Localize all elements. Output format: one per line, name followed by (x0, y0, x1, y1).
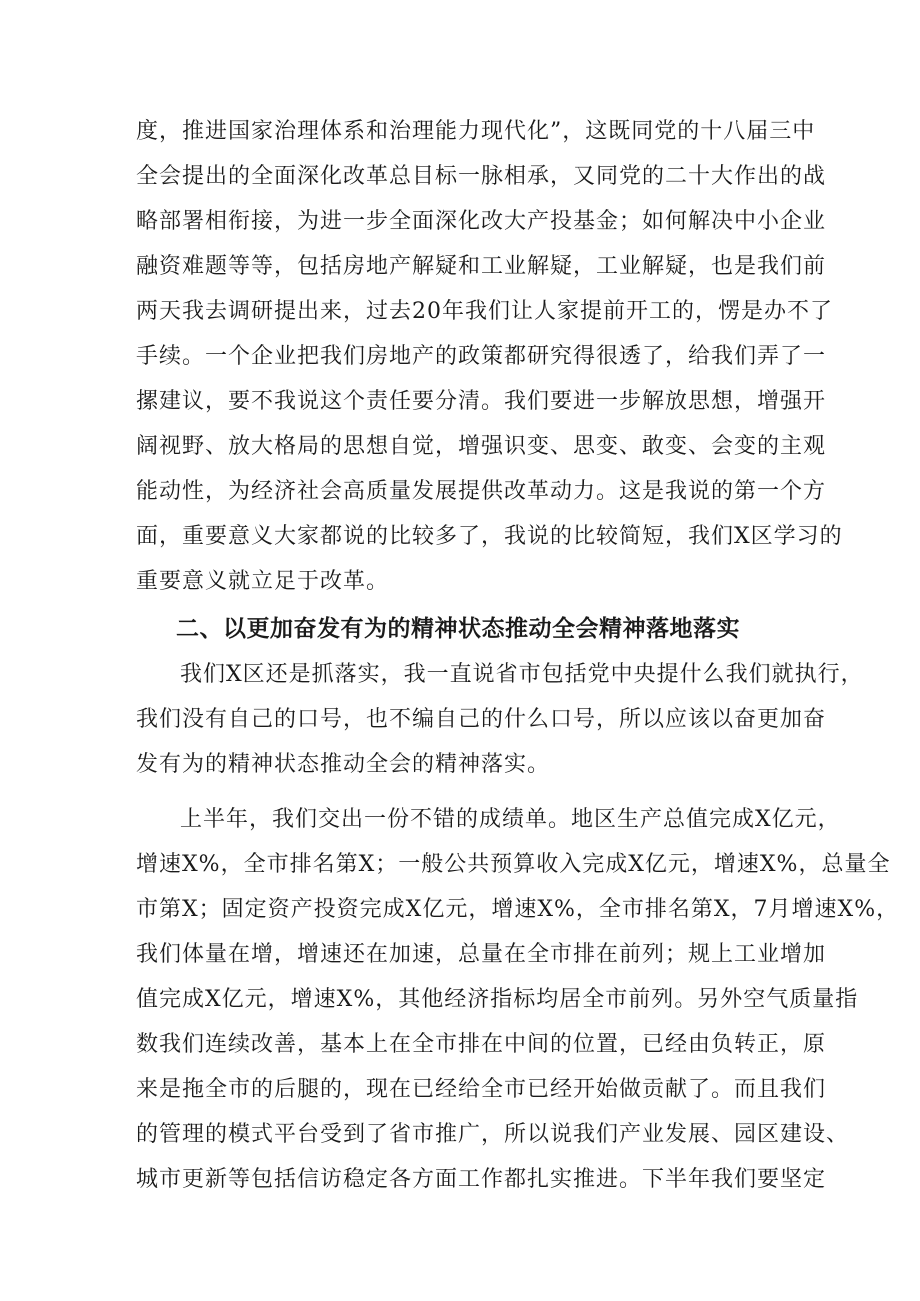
text-line: 摞建议，要不我说这个责任要分清。我们要进一步解放思想，增强开 (136, 389, 827, 414)
text-line: 值完成X亿元，增速X%，其他经济指标均居全市前列。另外空气质量指 (136, 987, 859, 1012)
text-line: 我们没有自己的口号，也不编自己的什么口号，所以应该以奋更加奋 (136, 707, 827, 732)
text-line: 我们体量在增，增速还在加速，总量在全市排在前列；规上工业增加 (136, 942, 827, 967)
text-line: 来是拖全市的后腿的，现在已经给全市已经开始做贡献了。而且我们 (136, 1077, 827, 1102)
text-line: 增速X%，全市排名第X；一般公共预算收入完成X亿元，增速X%，总量全 (136, 852, 891, 877)
section-heading: 二、以更加奋发有为的精神状态推动全会精神落地落实 (176, 616, 740, 642)
text-line: 我们X区还是抓落实，我一直说省市包括党中央提什么我们就执行， (180, 662, 864, 687)
text-line: 能动性，为经济社会高质量发展提供改革动力。这是我说的第一个方 (136, 479, 827, 504)
text-line: 阔视野、放大格局的思想自觉，增强识变、思变、敢变、会变的主观 (136, 434, 827, 459)
text-line: 数我们连续改善，基本上在全市排在中间的位置，已经由负转正，原 (136, 1032, 827, 1057)
text-line: 略部署相衔接，为进一步全面深化改大产投基金；如何解决中小企业 (136, 209, 827, 234)
text-line: 面，重要意义大家都说的比较多了，我说的比较简短，我们X区学习的 (136, 524, 843, 549)
text-line: 度，推进国家治理体系和治理能力现代化”，这既同党的十八届三中 (136, 119, 816, 144)
text-line: 城市更新等包括信访稳定各方面工作都扎实推进。下半年我们要坚定 (136, 1167, 827, 1192)
text-line: 的管理的模式平台受到了省市推广，所以说我们产业发展、园区建设、 (136, 1122, 850, 1147)
text-line: 发有为的精神状态推动全会的精神落实。 (136, 752, 551, 777)
text-line: 两天我去调研提出来，过去20年我们让人家提前开工的，愣是办不了 (136, 299, 833, 324)
text-line: 手续。一个企业把我们房地产的政策都研究得很透了，给我们弄了一 (136, 344, 827, 369)
text-line: 市第X；固定资产投资完成X亿元，增速X%，全市排名第X，7月增速X%， (136, 897, 900, 922)
text-line: 重要意义就立足于改革。 (136, 569, 390, 594)
text-line: 融资难题等等，包括房地产解疑和工业解疑，工业解疑，也是我们前 (136, 254, 827, 279)
text-line: 全会提出的全面深化改革总目标一脉相承，又同党的二十大作出的战 (136, 164, 827, 189)
text-line: 上半年，我们交出一份不错的成绩单。地区生产总值完成X亿元， (180, 807, 841, 832)
